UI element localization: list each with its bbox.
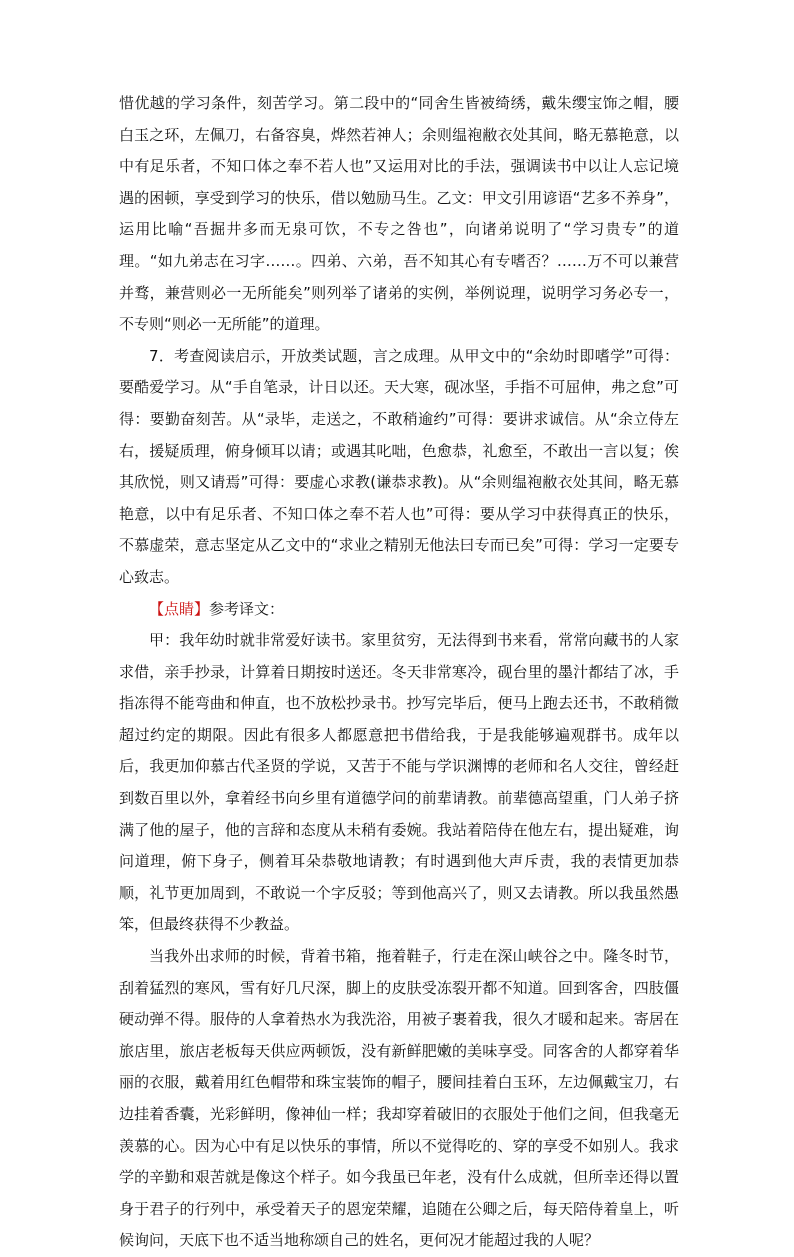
paragraph-answer-7: 7．考查阅读启示，开放类试题，言之成理。从甲文中的“余幼时即嗜学”可得：要酷爱学习。从“手自笔录，计日以还。天大寒，砚冰坚，手指不可屈伸，弗之怠”可得：要勤奋刻苦。从“录毕，走送之，不敢稍逾约”可得：要讲求诚信。从“余立侍左右，援疑质理，俯身倾耳以请；或遇其叱咄，色愈恭，礼愈至，不敢出一言以复；俟其欣悦，则又请焉”可得：要虚心求教(谦恭求教)。从“余则缊袍敝衣处其间，略无慕艳意，以中有足乐者、不知口体之奉不若人也”可得：要从学习中获得真正的快乐，不慕虚荣，意志坚定从乙文中的“求业之精别无他法曰专而已矣”可得：学习一定要专心致志。 [119, 346, 679, 586]
paragraph-translation-jia-2: 当我外出求师的时候，背着书箱，拖着鞋子，行走在深山峡谷之中。隆冬时节，刮着猛烈的寒风，雪有好几尺深，脚上的皮肤受冻裂开都不知道。回到客舍，四肢僵硬动弹不得。服侍的人拿着热水为我洗浴，用被子裹着我，很久才暖和起来。寄居在旅店里，旅店老板每天供应两顿饭，没有新鲜肥嫩的美味享受。同客舍的人都穿着华丽的衣服，戴着用红色帽带和珠宝装饰的帽子，腰间挂着白玉环，左边佩戴宝刀，右边挂着香囊，光彩鲜明，像神仙一样；我却穿着破旧的衣服处于他们之间，但我毫无羡慕的心。因为心中有足以快乐的事情，所以不觉得吃的、穿的享受不如别人。我求学的辛勤和艰苦就是像这个样子。如今我虽已年老，没有什么成就，但所幸还得以置身于君子的行列中，承受着天子的恩宠荣耀，追随在公卿之后，每天陪侍着皇上，听候询问，天底下也不适当地称颂自己的姓名，更何况才能超过我的人呢？ [119, 947, 679, 1250]
paragraph-analysis-yi: 惜优越的学习条件，刻苦学习。第二段中的“同舍生皆被绮绣，戴朱缨宝饰之帽，腰白玉之环，左佩刀，右备容臭，烨然若神人；余则缊袍敝衣处其间，略无慕艳意，以中有足乐者，不知口体之奉不若人也”又运用对比的手法，强调读书中以让人忘记境遇的困顿，享受到学习的快乐，借以勉励马生。乙文：甲文引用谚语“艺多不养身”，运用比喻“吾掘井多而无泉可饮，不专之咎也”，向诸弟说明了“学习贵专”的道理。“如九弟志在习字……。四弟、六弟，吾不知其心有专嗜否？……万不可以兼营并骛，兼营则必一无所能矣”则列举了诸弟的实例，举例说理，说明学习务必专一，不专则“则必一无所能”的道理。 [119, 94, 679, 334]
paragraph-dianjing [119, 594, 679, 626]
document-body [119, 88, 679, 1257]
dianjing-label: 【点睛】 [149, 599, 210, 618]
paragraph-translation-jia-1: 甲：我年幼时就非常爱好读书。家里贫穷，无法得到书来看，常常向藏书的人家求借，亲手抄录，计算着日期按时送还。冬天非常寒冷，砚台里的墨汁都结了冰，手指冻得不能弯曲和伸直，也不放松抄录书。抄写完毕后，便马上跑去还书，不敢稍微超过约定的期限。因此有很多人都愿意把书借给我，于是我能够遍观群书。成年以后，我更加仰慕古代圣贤的学说，又苦于不能与学识渊博的老师和名人交往，曾经赶到数百里以外，拿着经书向乡里有道德学问的前辈请教。前辈德高望重，门人弟子挤满了他的屋子，他的言辞和态度从未稍有委婉。我站着陪侍在他左右，提出疑难，询问道理，俯下身子，侧着耳朵恭敬地请教；有时遇到他大声斥责，我的表情更加恭顺，礼节更加周到，不敢说一个字反驳；等到他高兴了，则又去请教。所以我虽然愚笨，但最终获得不少教益。 [119, 631, 679, 934]
dianjing-text: 参考译文： [209, 599, 285, 618]
